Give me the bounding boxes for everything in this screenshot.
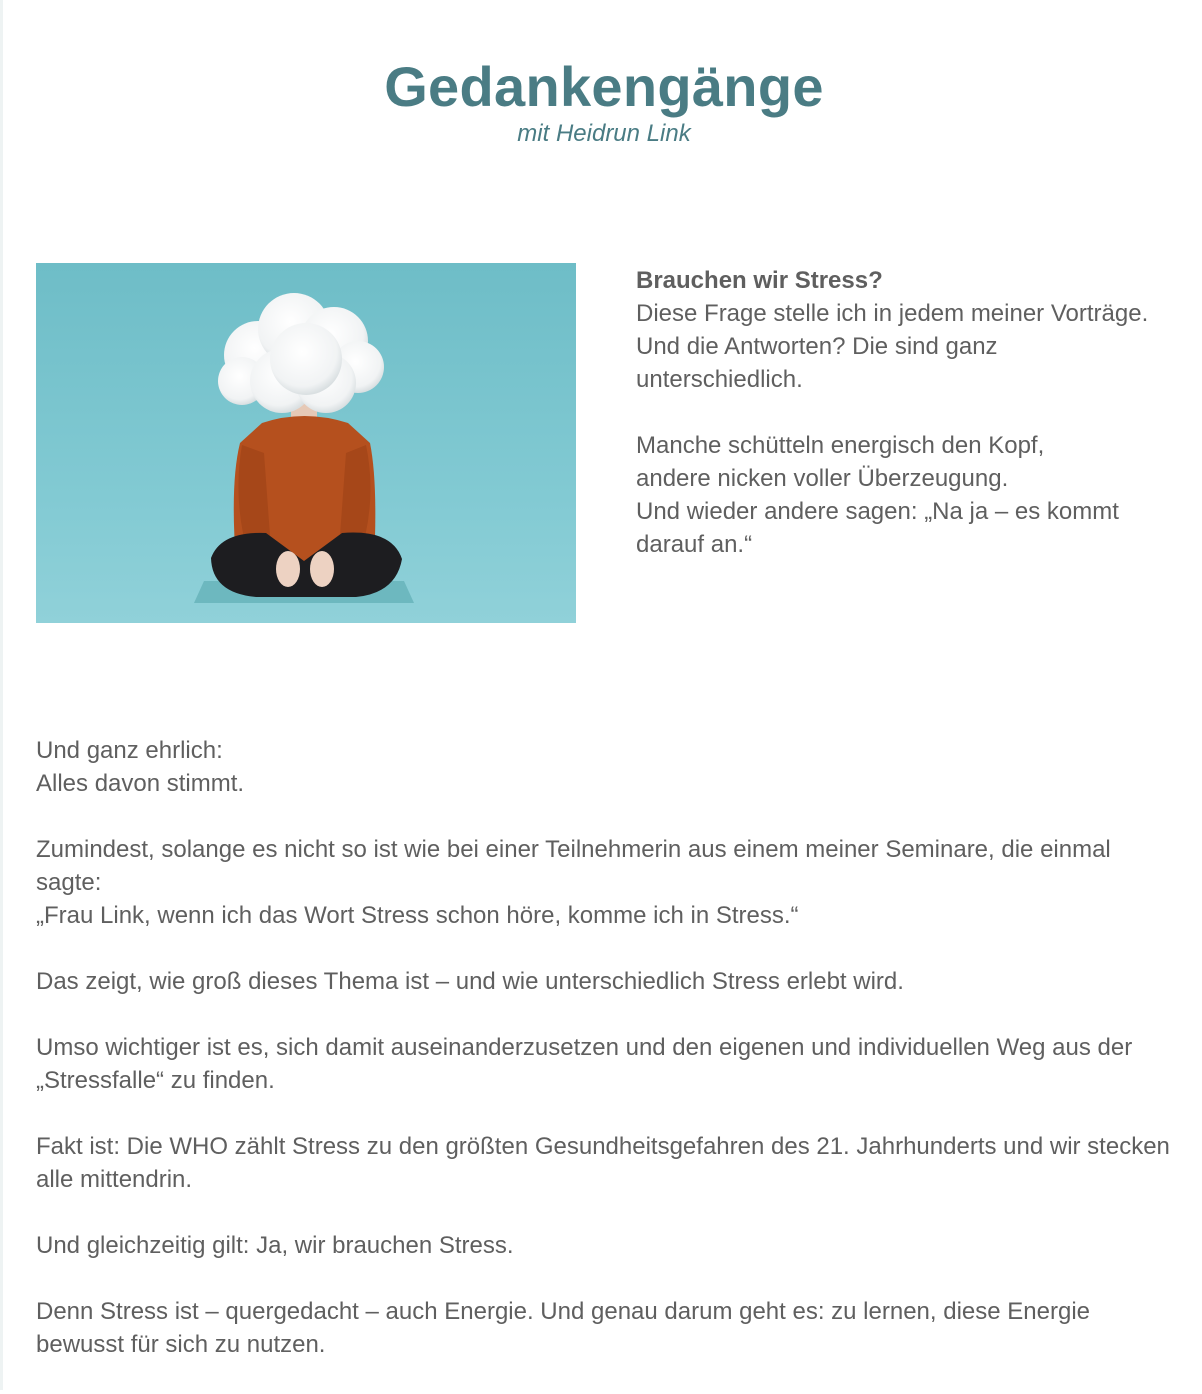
newsletter-title: Gedankengänge xyxy=(384,55,824,118)
paragraph-line: Alles davon stimmt. xyxy=(36,770,245,797)
paragraph: Das zeigt, wie groß dieses Thema ist – und wie unterschiedlich Stress erlebt wird. xyxy=(36,968,904,995)
hero-image xyxy=(36,263,576,623)
newsletter-subtitle: mit Heidrun Link xyxy=(517,120,691,147)
intro-heading: Brauchen wir Stress? xyxy=(636,267,883,294)
paragraph xyxy=(36,833,1176,932)
intro-section xyxy=(636,264,1156,561)
intro-line: Diese Frage stelle ich in jedem meiner Vorträge. xyxy=(636,300,1149,327)
intro-line: andere nicken voller Überzeugung. xyxy=(636,465,1009,492)
article-body xyxy=(36,734,1176,1394)
newsletter-header xyxy=(3,54,1202,148)
paragraph-line: Zumindest, solange es nicht so ist wie bei einer Teilnehmerin aus einem meiner Seminare, die einmal sagte: xyxy=(36,836,1111,896)
paragraph: Umso wichtiger ist es, sich damit auseinanderzusetzen und den eigenen und individuellen Weg aus der „Stressfalle“ zu finden. xyxy=(36,1034,1133,1094)
paragraph xyxy=(36,734,1176,800)
paragraph: Fakt ist: Die WHO zählt Stress zu den größten Gesundheitsgefahren des 21. Jahrhunderts und wir stecken alle mittendrin. xyxy=(36,1133,1170,1193)
spacer xyxy=(636,396,1156,429)
cloud-head-person-illustration xyxy=(36,263,576,623)
paragraph: Und gleichzeitig gilt: Ja, wir brauchen Stress. xyxy=(36,1232,514,1259)
intro-line: Und wieder andere sagen: „Na ja – es kommt darauf an.“ xyxy=(636,498,1119,558)
paragraph-line: Und ganz ehrlich: xyxy=(36,737,223,764)
paragraph: Denn Stress ist – quergedacht – auch Energie. Und genau darum geht es: zu lernen, diese Energie bewusst für sich zu nutzen. xyxy=(36,1298,1090,1358)
intro-line: Und die Antworten? Die sind ganz unterschiedlich. xyxy=(636,333,998,393)
intro-line: Manche schütteln energisch den Kopf, xyxy=(636,432,1045,459)
quote-line: „Frau Link, wenn ich das Wort Stress schon höre, komme ich in Stress.“ xyxy=(36,902,799,929)
